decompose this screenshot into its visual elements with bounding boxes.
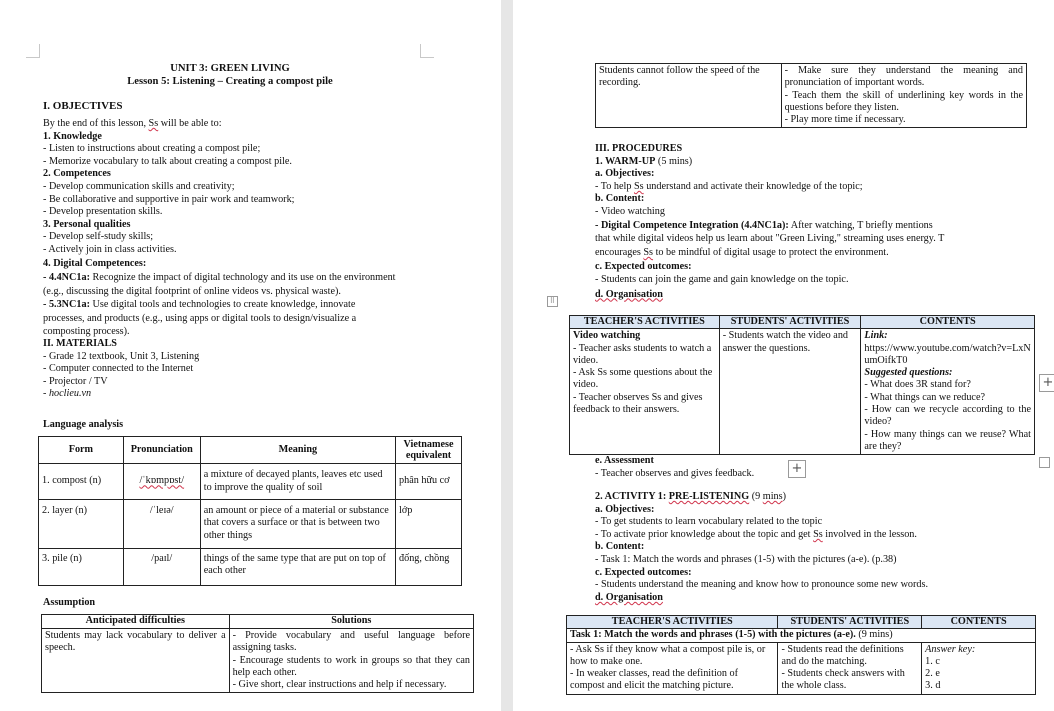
crop-mark bbox=[26, 44, 40, 58]
lesson-title: Lesson 5: Listening – Creating a compost pile bbox=[127, 76, 333, 87]
activity-1-heading: 2. ACTIVITY 1: PRE-LISTENING (9 mins) bbox=[595, 491, 786, 502]
la-pron: /ˈleɪə/ bbox=[123, 500, 200, 549]
add-row-icon[interactable]: + bbox=[788, 460, 806, 478]
la-form: 1. compost (n) bbox=[39, 464, 124, 500]
digital-heading: 4. Digital Competences: bbox=[43, 257, 147, 269]
la-header-vietnamese: Vietnamese equivalent bbox=[396, 437, 462, 464]
procedures-section bbox=[595, 143, 1035, 301]
as-header-difficulties: Anticipated difficulties bbox=[42, 615, 230, 629]
t2-header-teacher: TEACHER'S ACTIVITIES bbox=[567, 616, 778, 629]
table-row bbox=[39, 500, 462, 549]
t2-header-contents: CONTENTS bbox=[922, 616, 1036, 629]
a1-objective: - To get students to learn vocabulary related to the topic bbox=[595, 516, 823, 528]
assumption-table-continued bbox=[595, 63, 1027, 128]
t1-header-contents: CONTENTS bbox=[861, 316, 1035, 329]
digital-item-2-cont: processes, and products (e.g., using apps or digital tools to design/visualize a bbox=[43, 312, 357, 324]
personal-item: - Develop self-study skills; bbox=[43, 231, 154, 243]
language-analysis-heading: Language analysis bbox=[43, 419, 124, 430]
expected-label: c. Expected outcomes: bbox=[595, 566, 692, 578]
table-row bbox=[567, 642, 1036, 694]
table-resize-handle-icon[interactable] bbox=[1039, 457, 1050, 468]
personal-item: - Actively join in class activities. bbox=[43, 243, 177, 255]
crop-mark bbox=[420, 44, 434, 58]
materials-link[interactable]: hoclieu.vn bbox=[48, 388, 92, 400]
competence-item: - Develop presentation skills. bbox=[43, 206, 163, 218]
table-row bbox=[570, 329, 1035, 455]
assumption-table bbox=[41, 614, 474, 693]
table-row bbox=[596, 64, 1027, 128]
knowledge-item: - Listen to instructions about creating a compost pile; bbox=[43, 143, 261, 155]
content-label: b. Content: bbox=[595, 541, 645, 553]
objectives-label: a. Objectives: bbox=[595, 503, 655, 515]
content-label: b. Content: bbox=[595, 193, 645, 205]
t1-students-cell: - Students watch the video and answer the questions. bbox=[719, 329, 861, 455]
t1-header-students: STUDENTS' ACTIVITIES bbox=[719, 316, 861, 329]
warmup-content: - Video watching bbox=[595, 205, 665, 217]
table-row bbox=[567, 629, 1036, 642]
organisation-label: d. Organisation bbox=[595, 288, 663, 300]
as-difficulty: Students cannot follow the speed of the recording. bbox=[596, 64, 782, 128]
expected-label: c. Expected outcomes: bbox=[595, 261, 692, 273]
video-link[interactable]: https://www.youtube.com/watch?v=LxNumOifkT0 bbox=[864, 342, 1031, 366]
warmup-objective: - To help Ss understand and activate their knowledge of the topic; bbox=[595, 180, 863, 192]
la-header-pronunciation: Pronunciation bbox=[123, 437, 200, 464]
t2-task-title: Task 1: Match the words and phrases (1-5) with the pictures (a-e). (9 mins) bbox=[567, 629, 1036, 642]
as-header-solutions: Solutions bbox=[229, 615, 473, 629]
dci-line: - Digital Competence Integration (4.4NC1a): After watching, T briefly mentions bbox=[595, 219, 933, 231]
materials-item: - Computer connected to the Internet bbox=[43, 363, 194, 375]
digital-item-2: - 5.3NC1a: Use digital tools and technologies to create knowledge, innovate bbox=[43, 299, 356, 311]
assumption-heading: Assumption bbox=[43, 597, 96, 608]
t2-contents-cell: Answer key: 1. c 2. e 3. d bbox=[922, 642, 1036, 694]
as-solutions: - Provide vocabulary and useful language before assigning tasks. - Encourage students to work in groups so that they can help each other. - Give short, clear instructions and help if necessary. bbox=[229, 629, 473, 693]
t1-contents-cell: Link: https://www.youtube.com/watch?v=LxNumOifkT0 Suggested questions: - What does 3R stand for? - What things can we reduce? - How can we recycle according to the video? - How many things can we reuse? What are they? bbox=[861, 329, 1035, 455]
digital-item-1-cont: (e.g., discussing the digital footprint of online videos vs. physical waste). bbox=[43, 285, 341, 297]
assessment-text: - Teacher observes and gives feedback. bbox=[595, 467, 755, 479]
digital-item-2-cont: composting process). bbox=[43, 325, 130, 337]
knowledge-item: - Memorize vocabulary to talk about creating a compost pile. bbox=[43, 155, 292, 167]
assessment-label: e. Assessment bbox=[595, 455, 654, 466]
objectives-heading: I. OBJECTIVES bbox=[43, 100, 123, 112]
competence-item: - Develop communication skills and creativity; bbox=[43, 180, 235, 192]
knowledge-heading: 1. Knowledge bbox=[43, 130, 102, 142]
a1-expected: - Students understand the meaning and know how to pronounce some new words. bbox=[595, 579, 929, 591]
unit-title: UNIT 3: GREEN LIVING bbox=[170, 63, 290, 74]
as-difficulty: Students may lack vocabulary to deliver a speech. bbox=[42, 629, 230, 693]
warmup-activity-table bbox=[569, 315, 1035, 455]
materials-heading: II. MATERIALS bbox=[43, 338, 117, 350]
la-meaning: things of the same type that are put on top of each other bbox=[200, 549, 395, 586]
la-form: 2. layer (n) bbox=[39, 500, 124, 549]
la-viet: đống, chồng bbox=[396, 549, 462, 586]
la-header-form: Form bbox=[39, 437, 124, 464]
objectives-body bbox=[43, 118, 443, 401]
la-viet: lớp bbox=[396, 500, 462, 549]
a1-content: - Task 1: Match the words and phrases (1-5) with the pictures (a-e). (p.38) bbox=[595, 553, 897, 565]
la-header-meaning: Meaning bbox=[200, 437, 395, 464]
table-move-handle-icon[interactable]: ⠿ bbox=[547, 296, 558, 307]
document-page-1 bbox=[0, 0, 501, 711]
la-viet: phân hữu cơ bbox=[396, 464, 462, 500]
add-column-icon[interactable]: + bbox=[1039, 374, 1054, 392]
table-row bbox=[39, 549, 462, 586]
t1-header-teacher: TEACHER'S ACTIVITIES bbox=[570, 316, 720, 329]
t2-header-students: STUDENTS' ACTIVITIES bbox=[778, 616, 922, 629]
activity-1-section bbox=[595, 491, 1035, 604]
materials-item: - Grade 12 textbook, Unit 3, Listening bbox=[43, 350, 200, 362]
personal-heading: 3. Personal qualities bbox=[43, 218, 131, 230]
t2-students-cell: - Students read the definitions and do the matching. - Students check answers with the whole class. bbox=[778, 642, 922, 694]
la-pron: /ˈkɒmpɒst/ bbox=[123, 464, 200, 500]
warmup-expected: - Students can join the game and gain knowledge on the topic. bbox=[595, 273, 849, 285]
la-meaning: a mixture of decayed plants, leaves etc used to improve the quality of soil bbox=[200, 464, 395, 500]
la-meaning: an amount or piece of a material or substance that covers a surface or that is between two other things bbox=[200, 500, 395, 549]
materials-item: - hoclieu.vn bbox=[43, 388, 92, 400]
la-form: 3. pile (n) bbox=[39, 549, 124, 586]
organisation-label: d. Organisation bbox=[595, 591, 663, 603]
activity-1-table bbox=[566, 615, 1036, 695]
warmup-heading: 1. WARM-UP (5 mins) bbox=[595, 155, 693, 167]
competence-item: - Be collaborative and supportive in pair work and teamwork; bbox=[43, 193, 295, 205]
as-solutions: - Make sure they understand the meaning and pronunciation of important words. - Teach them the skill of underlining key words in the questions before they listen. - Play more time if necessary. bbox=[781, 64, 1026, 128]
document-page-2 bbox=[513, 0, 1054, 711]
assessment-section bbox=[595, 455, 1035, 480]
dci-line: encourages Ss to be mindful of digital usage to protect the environment. bbox=[595, 246, 889, 258]
table-row bbox=[39, 464, 462, 500]
materials-item: - Projector / TV bbox=[43, 375, 108, 387]
intro-line: By the end of this lesson, Ss will be able to: bbox=[43, 118, 222, 129]
a1-objective: - To activate prior knowledge about the topic and get Ss involved in the lesson. bbox=[595, 528, 917, 540]
language-analysis-table bbox=[38, 436, 462, 586]
procedures-heading: III. PROCEDURES bbox=[595, 143, 683, 154]
table-row bbox=[42, 629, 474, 693]
t1-teacher-cell: Video watching - Teacher asks students to watch a video. - Ask Ss some questions about the video. - Teacher observes Ss and gives feedback to their answers. bbox=[570, 329, 720, 455]
competences-heading: 2. Competences bbox=[43, 168, 111, 180]
dci-line: that while digital videos help us learn about "Green Living," streaming uses energy. T bbox=[595, 233, 945, 245]
t2-teacher-cell: - Ask Ss if they know what a compost pile is, or how to make one. - In weaker classes, read the definition of compost and elicit the matching picture. bbox=[567, 642, 778, 694]
la-pron: /paɪl/ bbox=[123, 549, 200, 586]
objectives-label: a. Objectives: bbox=[595, 168, 655, 180]
digital-item-1: - 4.4NC1a: Recognize the impact of digital technology and its use on the environment bbox=[43, 272, 396, 284]
